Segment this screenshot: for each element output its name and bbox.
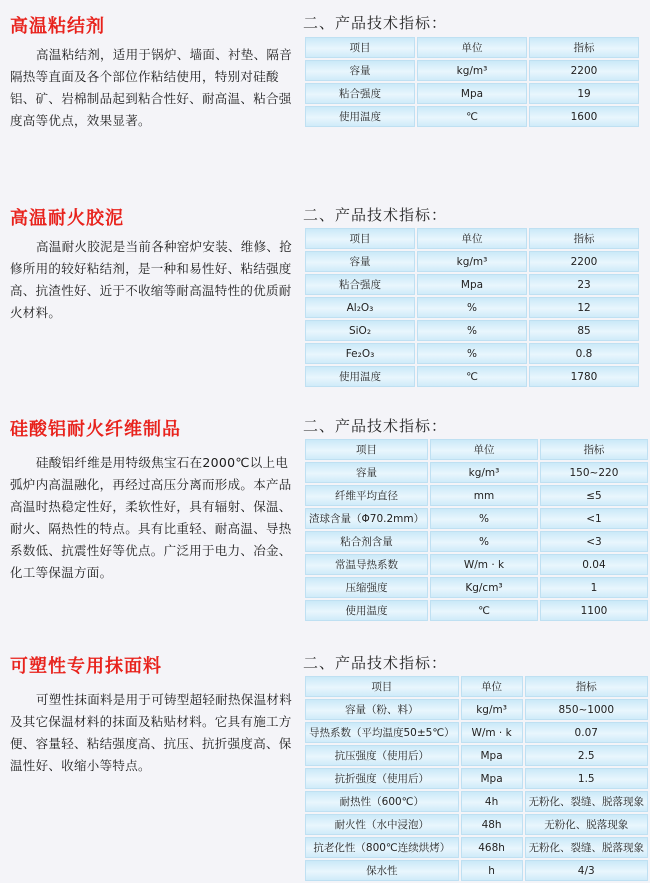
table-cell: 使用温度 — [305, 366, 415, 387]
table-cell: 粘合强度 — [305, 274, 415, 295]
table-cell: 渣球含量（Φ70.2mm） — [305, 508, 428, 529]
table-cell: kg/m³ — [417, 251, 527, 272]
header-cell: 指标 — [529, 37, 639, 58]
table-cell: 容量 — [305, 462, 428, 483]
table-cell: mm — [430, 485, 538, 506]
table-cell: 抗折强度（使用后） — [305, 768, 459, 789]
table-row — [305, 508, 648, 529]
table-cell: % — [430, 508, 538, 529]
table-row — [305, 600, 648, 621]
table-cell: % — [417, 320, 527, 341]
table-cell: 容量 — [305, 60, 415, 81]
table-cell: 耐热性（600℃） — [305, 791, 459, 812]
table-row — [305, 814, 648, 835]
table-cell: 1.5 — [525, 768, 649, 789]
table-row — [305, 768, 648, 789]
table-row — [305, 274, 639, 295]
table-cell: 导热系数（平均温度50±5℃） — [305, 722, 459, 743]
section-description: 高温粘结剂，适用于锅炉、墙面、衬垫、隔音隔热等直面及各个部位作粘结使用，特别对硅酸铝、矿、岩棉制品起到粘合性好、耐高温、粘合强度高等优点，效果显著。 — [10, 47, 293, 128]
table-cell: 19 — [529, 83, 639, 104]
section-title: 硅酸铝耐火纤维制品 — [10, 419, 181, 440]
table-cell: kg/m³ — [430, 462, 538, 483]
table-cell: 0.04 — [540, 554, 648, 575]
table-row — [305, 485, 648, 506]
table-cell: ℃ — [417, 106, 527, 127]
table-cell: ℃ — [430, 600, 538, 621]
table-row — [305, 722, 648, 743]
table-cell: 2200 — [529, 60, 639, 81]
table-row — [305, 251, 639, 272]
table-cell: Mpa — [461, 768, 523, 789]
table-header-row — [305, 228, 639, 249]
table-cell: 4h — [461, 791, 523, 812]
table-cell: Al₂O₃ — [305, 297, 415, 318]
section-title: 高温耐火胶泥 — [10, 208, 124, 229]
spec-heading: 二、产品技术指标： — [303, 417, 448, 435]
table-cell: 1 — [540, 577, 648, 598]
table-cell: h — [461, 860, 523, 881]
section-description: 高温耐火胶泥是当前各种窑炉安装、维修、抢修所用的较好粘结剂，是一种和易性好、粘结强度高、抗渣性好、近于不收缩等耐高温特性的优质耐火材料。 — [10, 239, 293, 320]
table-cell: 无粉化、脱落现象 — [525, 814, 649, 835]
table-cell: % — [417, 297, 527, 318]
table-cell: 容量（粉、料） — [305, 699, 459, 720]
table-row — [305, 462, 648, 483]
header-cell: 单位 — [430, 439, 538, 460]
table-cell: W/m · k — [461, 722, 523, 743]
section-description: 硅酸铝纤维是用特级焦宝石在2000℃以上电弧炉内高温融化，再经过高压分离而形成。本产品高温时热稳定性好，柔软性好，具有辐射、保温、耐火、隔热性的特点。具有比重轻、耐高温、导热系数低、抗震性好等优点。广泛用于电力、冶金、化工等保温方面。 — [10, 455, 292, 580]
table-row — [305, 745, 648, 766]
table-cell: 保水性 — [305, 860, 459, 881]
header-cell: 项目 — [305, 228, 415, 249]
table-cell: 使用温度 — [305, 600, 428, 621]
table-cell: 0.07 — [525, 722, 649, 743]
spec-table — [303, 437, 650, 623]
table-cell: ℃ — [417, 366, 527, 387]
header-cell: 单位 — [417, 37, 527, 58]
table-cell: Mpa — [417, 274, 527, 295]
table-cell: 468h — [461, 837, 523, 858]
header-cell: 单位 — [417, 228, 527, 249]
section-title: 可塑性专用抹面料 — [10, 656, 162, 677]
spec-heading: 二、产品技术指标： — [303, 14, 448, 32]
table-row — [305, 837, 648, 858]
spec-table — [303, 35, 641, 129]
table-cell: Fe₂O₃ — [305, 343, 415, 364]
spec-heading: 二、产品技术指标： — [303, 654, 448, 672]
header-cell: 单位 — [461, 676, 523, 697]
table-cell: 2200 — [529, 251, 639, 272]
table-row — [305, 320, 639, 341]
table-row — [305, 83, 639, 104]
table-cell: 1100 — [540, 600, 648, 621]
table-cell: 850~1000 — [525, 699, 649, 720]
table-row — [305, 106, 639, 127]
table-cell: 无粉化、裂缝、脱落现象 — [525, 791, 649, 812]
table-cell: 0.8 — [529, 343, 639, 364]
header-cell: 指标 — [540, 439, 648, 460]
table-cell: <1 — [540, 508, 648, 529]
table-cell: SiO₂ — [305, 320, 415, 341]
spec-table — [303, 674, 650, 883]
table-cell: 压缩强度 — [305, 577, 428, 598]
table-cell: 1780 — [529, 366, 639, 387]
table-cell: 12 — [529, 297, 639, 318]
table-cell: 常温导热系数 — [305, 554, 428, 575]
table-cell: 粘合强度 — [305, 83, 415, 104]
table-cell: 容量 — [305, 251, 415, 272]
table-cell: 抗压强度（使用后） — [305, 745, 459, 766]
table-row — [305, 699, 648, 720]
section-description: 可塑性抹面料是用于可铸型超轻耐热保温材料及其它保温材料的抹面及粘贴材料。它具有施工方便、容量轻、粘结强度高、抗压、抗折强度高、保温性好、收缩小等特点。 — [10, 692, 293, 773]
header-cell: 项目 — [305, 37, 415, 58]
table-row — [305, 531, 648, 552]
table-cell: 耐火性（水中浸泡） — [305, 814, 459, 835]
header-cell: 项目 — [305, 439, 428, 460]
table-header-row — [305, 439, 648, 460]
table-cell: 纤维平均直径 — [305, 485, 428, 506]
table-cell: 抗老化性（800℃连续烘烤） — [305, 837, 459, 858]
table-row — [305, 860, 648, 881]
table-cell: 无粉化、裂缝、脱落现象 — [525, 837, 649, 858]
table-cell: 48h — [461, 814, 523, 835]
table-cell: W/m · k — [430, 554, 538, 575]
table-cell: 23 — [529, 274, 639, 295]
table-cell: Kg/cm³ — [430, 577, 538, 598]
table-cell: 85 — [529, 320, 639, 341]
header-cell: 指标 — [529, 228, 639, 249]
table-cell: ≤5 — [540, 485, 648, 506]
table-header-row — [305, 37, 639, 58]
spec-table — [303, 226, 641, 389]
table-cell: kg/m³ — [417, 60, 527, 81]
table-cell: % — [417, 343, 527, 364]
table-cell: Mpa — [417, 83, 527, 104]
table-cell: 使用温度 — [305, 106, 415, 127]
table-header-row — [305, 676, 648, 697]
table-cell: 粘合剂含量 — [305, 531, 428, 552]
table-row — [305, 297, 639, 318]
section-title: 高温粘结剂 — [10, 16, 105, 37]
table-row — [305, 60, 639, 81]
table-row — [305, 343, 639, 364]
table-cell: Mpa — [461, 745, 523, 766]
table-row — [305, 577, 648, 598]
table-cell: 2.5 — [525, 745, 649, 766]
table-cell: 1600 — [529, 106, 639, 127]
table-cell: kg/m³ — [461, 699, 523, 720]
spec-heading: 二、产品技术指标： — [303, 206, 448, 224]
table-cell: <3 — [540, 531, 648, 552]
table-cell: 150~220 — [540, 462, 648, 483]
table-row — [305, 366, 639, 387]
table-row — [305, 554, 648, 575]
header-cell: 指标 — [525, 676, 649, 697]
table-cell: 4/3 — [525, 860, 649, 881]
header-cell: 项目 — [305, 676, 459, 697]
table-row — [305, 791, 648, 812]
table-cell: % — [430, 531, 538, 552]
